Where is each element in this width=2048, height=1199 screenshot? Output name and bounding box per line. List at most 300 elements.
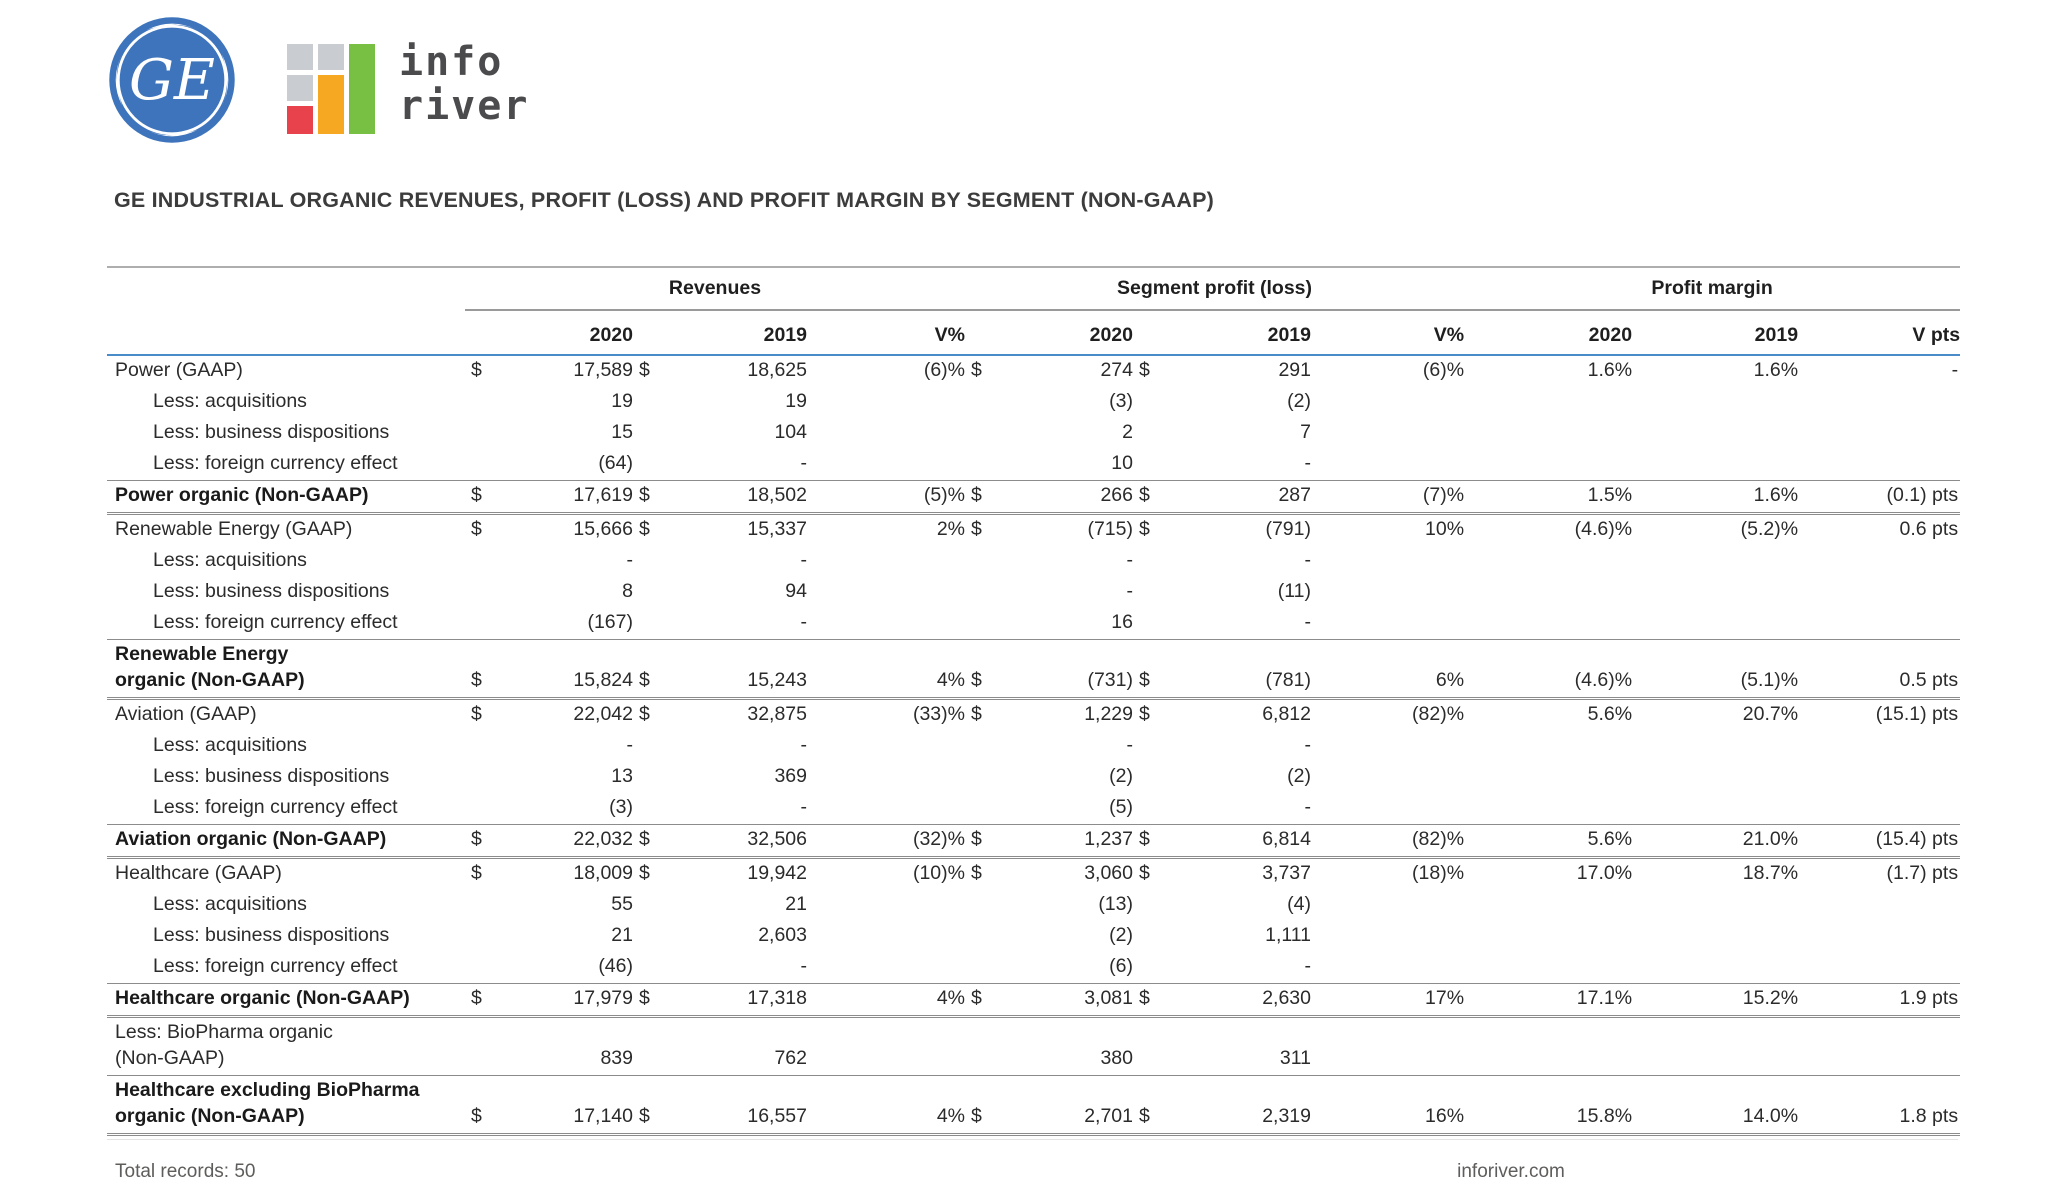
row-label: Less: acquisitions [153, 390, 307, 412]
cell [1133, 731, 1161, 762]
cell [1632, 890, 1798, 921]
cell [1311, 762, 1464, 793]
cell [465, 546, 491, 577]
inforiver-wordmark-line1: info [399, 39, 504, 85]
cell: 3,060 [1084, 862, 1133, 884]
cell [633, 577, 661, 608]
cell: - [800, 452, 807, 474]
cell: (2) [1287, 390, 1311, 412]
cell: (3) [1109, 390, 1133, 412]
cell [1798, 577, 1960, 608]
cell [1798, 546, 1960, 577]
cell [1311, 921, 1464, 952]
table-row [107, 1076, 1960, 1135]
table-row [107, 418, 1960, 449]
cell [1464, 418, 1632, 449]
column-header: 2019 [1632, 310, 1798, 355]
cell: 2,630 [1161, 984, 1311, 1017]
table-row [107, 731, 1960, 762]
cell: $ [639, 703, 650, 725]
cell: - [1304, 611, 1311, 633]
cell [1798, 890, 1960, 921]
cell: 94 [785, 580, 807, 602]
cell: (167) [587, 611, 633, 633]
cell: (5)% [807, 481, 965, 514]
cell [1632, 921, 1798, 952]
row-label: Aviation (GAAP) [115, 703, 257, 725]
cell [1632, 449, 1798, 481]
footer-divider [107, 1139, 1958, 1140]
cell [807, 387, 965, 418]
cell: (6)% [923, 359, 965, 381]
cell: 10% [1425, 518, 1465, 540]
cell [1133, 418, 1161, 449]
cell: $ [1139, 862, 1150, 884]
cell: $ [633, 1076, 661, 1135]
cell [1798, 449, 1960, 481]
cell: - [626, 549, 633, 571]
cell [633, 793, 661, 825]
cell [633, 418, 661, 449]
total-records-label: Total records: 50 [115, 1161, 256, 1182]
cell [1798, 387, 1960, 418]
cell: 311 [1279, 1047, 1311, 1069]
cell [1464, 387, 1632, 418]
table-header [107, 267, 1960, 355]
cell [965, 608, 991, 640]
row-label: Power (GAAP) [115, 359, 243, 381]
cell [965, 952, 991, 984]
cell: - [1304, 549, 1311, 571]
cell: $ [971, 862, 982, 884]
cell: $ [639, 518, 650, 540]
cell: $ [465, 984, 491, 1017]
row-label: Power organic (Non-GAAP) [107, 481, 465, 514]
cell: 17,318 [661, 984, 807, 1017]
cell: (2) [1287, 765, 1311, 787]
cell [1632, 1017, 1798, 1076]
cell: 14.0% [1632, 1076, 1798, 1135]
cell [1464, 952, 1632, 984]
cell: - [1951, 359, 1959, 381]
cell [1798, 1017, 1960, 1076]
cell [1133, 793, 1161, 825]
cell [1798, 608, 1960, 640]
cell [1133, 890, 1161, 921]
cell [1798, 921, 1960, 952]
cell [1464, 546, 1632, 577]
cell: 15.2% [1632, 984, 1798, 1017]
cell: 839 [600, 1047, 633, 1069]
cell [1311, 890, 1464, 921]
cell: 291 [1278, 359, 1311, 381]
cell [1464, 890, 1632, 921]
table-row [107, 577, 1960, 608]
cell: 18,502 [661, 481, 807, 514]
row-label: Less: business dispositions [153, 924, 390, 946]
cell [807, 890, 965, 921]
column-header: 2019 [1133, 310, 1311, 355]
cell: 1.6% [1587, 359, 1633, 381]
cell: (1.7) pts [1886, 862, 1959, 884]
cell [1133, 952, 1161, 984]
cell: $ [1139, 359, 1150, 381]
cell: (7)% [1311, 481, 1464, 514]
cell [1798, 762, 1960, 793]
cell: $ [1133, 481, 1161, 514]
cell: 32,875 [747, 703, 807, 725]
cell [465, 952, 491, 984]
cell: 266 [991, 481, 1133, 514]
table-row [107, 355, 1960, 387]
cell: 1.6% [1632, 481, 1798, 514]
cell: 19 [611, 390, 633, 412]
cell: $ [1133, 1076, 1161, 1135]
row-label: Less: business dispositions [153, 765, 390, 787]
cell [465, 762, 491, 793]
cell: 22,032 [491, 825, 633, 858]
cell [633, 952, 661, 984]
cell [807, 449, 965, 481]
row-label: Renewable Energy organic (Non-GAAP) [107, 640, 465, 699]
table-row [107, 514, 1960, 547]
cell: 6,814 [1161, 825, 1311, 858]
cell: 1.5% [1464, 481, 1632, 514]
row-label: Renewable Energy (GAAP) [115, 518, 353, 540]
row-label: Healthcare (GAAP) [115, 862, 282, 884]
cell: (82)% [1311, 825, 1464, 858]
cell: - [1304, 734, 1311, 756]
cell: 15,337 [747, 518, 807, 540]
cell: - [800, 611, 807, 633]
table-row [107, 952, 1960, 984]
cell: $ [971, 703, 982, 725]
row-label: Less: foreign currency effect [153, 452, 398, 474]
cell: $ [971, 518, 982, 540]
cell [465, 577, 491, 608]
cell: 55 [611, 893, 633, 915]
cell [1311, 731, 1464, 762]
cell: (82)% [1412, 703, 1465, 725]
cell: $ [965, 1076, 991, 1135]
row-label: Less: BioPharma organic (Non-GAAP) [115, 1021, 333, 1069]
cell: (15.4) pts [1798, 825, 1960, 858]
cell: (4) [1287, 893, 1311, 915]
cell: 18.7% [1742, 862, 1799, 884]
cell [965, 577, 991, 608]
cell: $ [965, 640, 991, 699]
cell [1798, 793, 1960, 825]
cell: $ [465, 1076, 491, 1135]
cell [633, 1017, 661, 1076]
cell: (4.6)% [1574, 518, 1633, 540]
cell [465, 387, 491, 418]
cell: 369 [774, 765, 807, 787]
cell [1632, 546, 1798, 577]
cell [465, 608, 491, 640]
cell: 1.8 pts [1798, 1076, 1960, 1135]
row-label: Healthcare organic (Non-GAAP) [107, 984, 465, 1017]
cell [1464, 793, 1632, 825]
column-group-label: Profit margin [1464, 267, 1960, 310]
cell [465, 418, 491, 449]
cell: 19,942 [747, 862, 807, 884]
cell: 13 [611, 765, 633, 787]
cell: $ [1139, 703, 1150, 725]
cell: 4% [807, 640, 965, 699]
cell: $ [1133, 825, 1161, 858]
cell: 21.0% [1632, 825, 1798, 858]
cell: 1,237 [991, 825, 1133, 858]
cell: 17,979 [491, 984, 633, 1017]
ge-monogram-icon [108, 16, 236, 144]
cell: (781) [1161, 640, 1311, 699]
column-group-label: Revenues [465, 267, 965, 310]
cell [1133, 577, 1161, 608]
cell [465, 449, 491, 481]
cell: 2,603 [758, 924, 807, 946]
cell [965, 1017, 991, 1076]
table-corner-cell [107, 267, 465, 310]
cell [965, 449, 991, 481]
ge-logo [108, 16, 236, 144]
cell: (2) [1109, 924, 1133, 946]
cell [1464, 449, 1632, 481]
cell: 5.6% [1587, 703, 1633, 725]
cell: 20.7% [1742, 703, 1799, 725]
cell: 16 [1111, 611, 1133, 633]
cell: 17.0% [1576, 862, 1633, 884]
cell [633, 890, 661, 921]
cell [965, 546, 991, 577]
cell [465, 793, 491, 825]
cell [965, 387, 991, 418]
cell: $ [465, 825, 491, 858]
cell: 15,666 [573, 518, 633, 540]
cell [1464, 921, 1632, 952]
cell [1311, 387, 1464, 418]
cell: 15,824 [491, 640, 633, 699]
cell [1464, 762, 1632, 793]
column-header: 2020 [965, 310, 1133, 355]
cell: $ [471, 862, 482, 884]
cell [1133, 449, 1161, 481]
financial-table [107, 266, 1960, 1136]
cell [1632, 731, 1798, 762]
cell [807, 731, 965, 762]
cell: (0.1) pts [1798, 481, 1960, 514]
cell: 18,009 [573, 862, 633, 884]
inforiver-site-link[interactable]: inforiver.com [1457, 1161, 1565, 1182]
cell: (791) [1265, 518, 1311, 540]
cell: (11) [1277, 580, 1311, 602]
cell: (6)% [1422, 359, 1465, 381]
cell [465, 1017, 491, 1076]
cell [1311, 952, 1464, 984]
cell [633, 608, 661, 640]
column-header: V% [1311, 310, 1464, 355]
cell [1311, 577, 1464, 608]
cell: 104 [774, 421, 807, 443]
cell: 21 [611, 924, 633, 946]
cell: 6% [1311, 640, 1464, 699]
cell: (10)% [912, 862, 965, 884]
table-body [107, 355, 1960, 1135]
cell: 16,557 [661, 1076, 807, 1135]
cell [1798, 418, 1960, 449]
cell: $ [471, 518, 482, 540]
cell: (15.1) pts [1875, 703, 1959, 725]
cell [965, 793, 991, 825]
cell: 0.5 pts [1798, 640, 1960, 699]
cell [633, 546, 661, 577]
cell [965, 731, 991, 762]
cell: 4% [807, 984, 965, 1017]
cell [1632, 577, 1798, 608]
cell: 8 [622, 580, 633, 602]
cell: - [800, 796, 807, 818]
cell [633, 921, 661, 952]
table-row [107, 1017, 1960, 1076]
cell: - [1304, 955, 1311, 977]
cell: (13) [1098, 893, 1133, 915]
cell: (33)% [912, 703, 965, 725]
table-row [107, 793, 1960, 825]
cell [1464, 577, 1632, 608]
cell [807, 921, 965, 952]
cell: $ [471, 703, 482, 725]
cell [965, 418, 991, 449]
cell [807, 762, 965, 793]
table-row [107, 699, 1960, 732]
column-header: 2020 [465, 310, 633, 355]
column-header: V pts [1798, 310, 1960, 355]
cell [1632, 793, 1798, 825]
cell: 32,506 [661, 825, 807, 858]
cell [1311, 418, 1464, 449]
cell: 17% [1311, 984, 1464, 1017]
cell [807, 1017, 965, 1076]
row-label: Less: foreign currency effect [153, 955, 398, 977]
cell [1798, 731, 1960, 762]
cell [1632, 418, 1798, 449]
cell [465, 731, 491, 762]
row-label: Less: acquisitions [153, 549, 307, 571]
table-row [107, 921, 1960, 952]
cell [1311, 793, 1464, 825]
cell [633, 387, 661, 418]
cell [965, 921, 991, 952]
cell [1632, 762, 1798, 793]
cell: - [626, 734, 633, 756]
cell: 19 [785, 390, 807, 412]
cell [633, 762, 661, 793]
cell [1464, 731, 1632, 762]
cell [1632, 608, 1798, 640]
cell: 15,243 [661, 640, 807, 699]
cell [807, 952, 965, 984]
column-header: 2019 [633, 310, 807, 355]
cell: $ [465, 481, 491, 514]
cell [807, 546, 965, 577]
cell: (18)% [1412, 862, 1465, 884]
cell: $ [1133, 640, 1161, 699]
inforiver-wordmark-line2: river [399, 83, 530, 129]
cell [1311, 1017, 1464, 1076]
cell: (3) [609, 796, 633, 818]
cell: $ [633, 481, 661, 514]
column-header: V% [807, 310, 965, 355]
cell: 6,812 [1262, 703, 1311, 725]
table-row [107, 890, 1960, 921]
cell: (731) [991, 640, 1133, 699]
cell [1464, 1017, 1632, 1076]
cell [1311, 608, 1464, 640]
cell [633, 731, 661, 762]
cell: 5.6% [1464, 825, 1632, 858]
table-group-header-row [107, 267, 1960, 310]
cell: $ [1139, 518, 1150, 540]
cell [1632, 387, 1798, 418]
cell: - [1126, 734, 1133, 756]
cell [1133, 1017, 1161, 1076]
table-row [107, 608, 1960, 640]
cell: $ [965, 481, 991, 514]
cell [965, 890, 991, 921]
cell: $ [633, 984, 661, 1017]
table-row [107, 762, 1960, 793]
table-subheader-corner [107, 310, 465, 355]
cell [1133, 921, 1161, 952]
cell: $ [1133, 984, 1161, 1017]
cell: 380 [1100, 1047, 1133, 1069]
cell [807, 793, 965, 825]
cell [1464, 608, 1632, 640]
cell [1311, 449, 1464, 481]
cell: 17,140 [491, 1076, 633, 1135]
table-row [107, 387, 1960, 418]
cell: $ [471, 359, 482, 381]
cell: - [800, 734, 807, 756]
column-group-label: Segment profit (loss) [965, 267, 1464, 310]
table-subheader-row [107, 310, 1960, 355]
cell: 15 [611, 421, 633, 443]
cell [807, 577, 965, 608]
row-label: Aviation organic (Non-GAAP) [107, 825, 465, 858]
table-row [107, 546, 1960, 577]
inforiver-bars-icon [287, 44, 377, 134]
cell: 274 [1100, 359, 1133, 381]
cell [1311, 546, 1464, 577]
cell [465, 921, 491, 952]
cell: - [1126, 549, 1133, 571]
cell: 1.6% [1753, 359, 1799, 381]
cell: (5.2)% [1740, 518, 1799, 540]
cell: 2% [936, 518, 965, 540]
cell: 287 [1161, 481, 1311, 514]
cell: $ [639, 359, 650, 381]
cell: 1,229 [1084, 703, 1133, 725]
cell: $ [639, 862, 650, 884]
cell: (4.6)% [1464, 640, 1632, 699]
table-row [107, 449, 1960, 481]
cell: 1.9 pts [1798, 984, 1960, 1017]
cell: - [1304, 796, 1311, 818]
inforiver-logo [287, 40, 529, 134]
cell [807, 608, 965, 640]
cell: $ [971, 359, 982, 381]
cell [1133, 608, 1161, 640]
